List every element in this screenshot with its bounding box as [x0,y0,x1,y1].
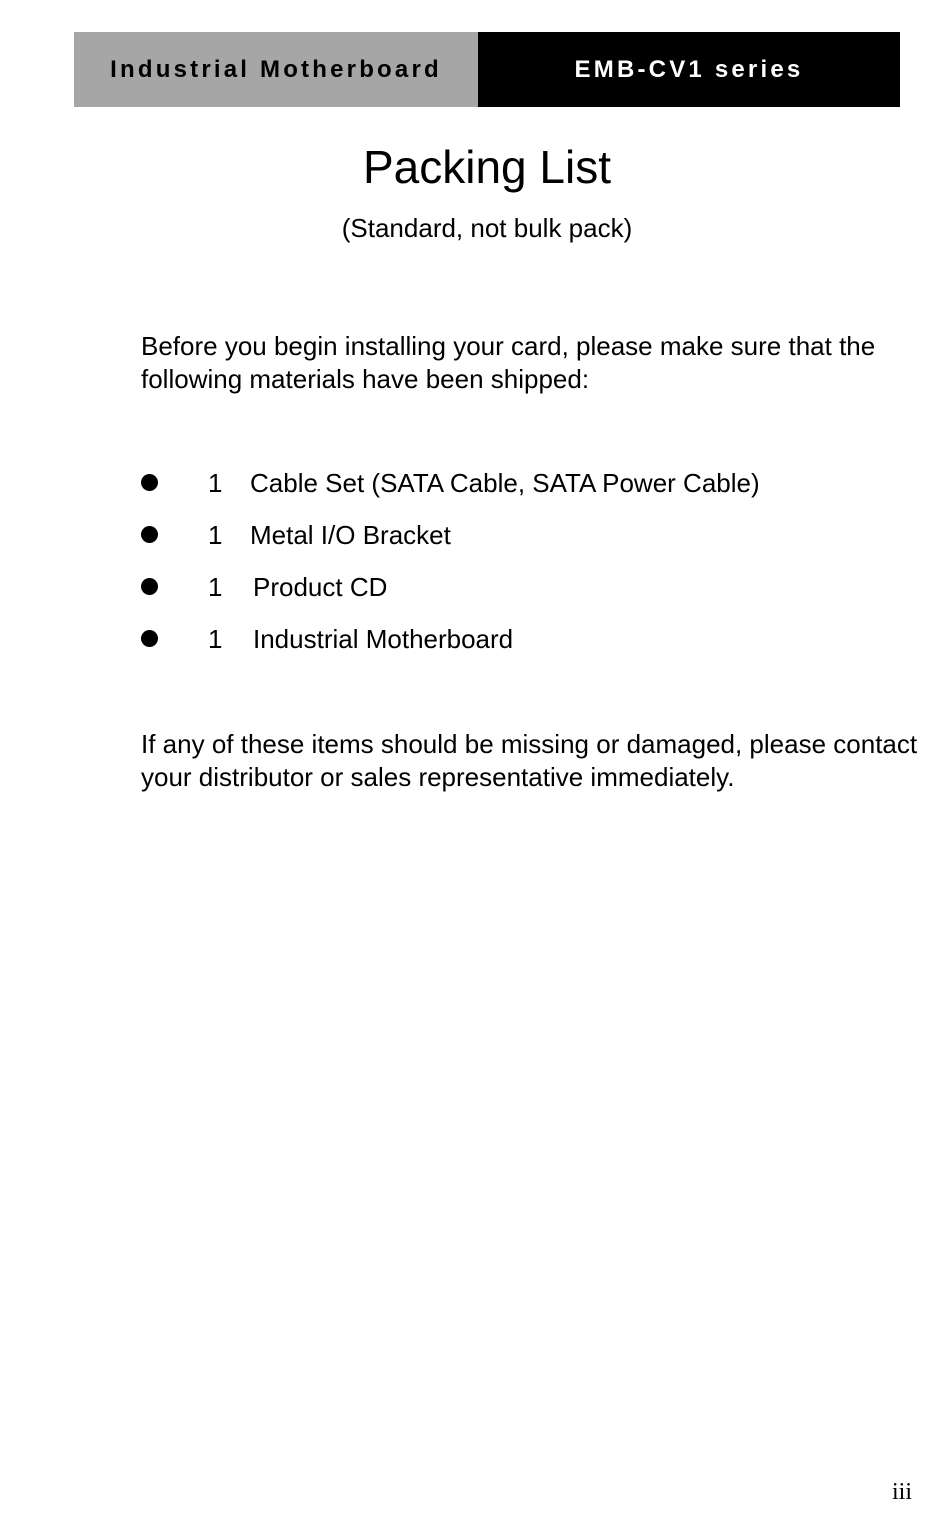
item-quantity: 1 [208,468,223,498]
bullet-icon [141,630,158,647]
header-product-category: Industrial Motherboard [74,32,478,107]
item-name: Product CD [253,572,388,602]
closing-paragraph: If any of these items should be missing or damaged, please contact your distributor or sales representative immediately. [141,729,918,792]
intro-paragraph: Before you begin installing your card, please make sure that the following materials have been shipped: [141,331,876,394]
item-name: Industrial Motherboard [253,624,514,654]
bullet-icon [141,474,158,491]
item-name: Metal I/O Bracket [250,520,451,550]
item-quantity: 1 [208,572,223,602]
item-quantity: 1 [208,624,223,654]
page-header [74,32,900,107]
header-series-name: EMB-CV1 series [478,32,900,107]
bullet-icon [141,526,158,543]
bullet-icon [141,578,158,595]
page-subtitle: (Standard, not bulk pack) [341,213,633,243]
page-title: Packing List [362,141,611,193]
item-name: Cable Set (SATA Cable, SATA Power Cable) [250,468,760,498]
item-quantity: 1 [208,520,223,550]
page-number: iii [891,1479,912,1505]
